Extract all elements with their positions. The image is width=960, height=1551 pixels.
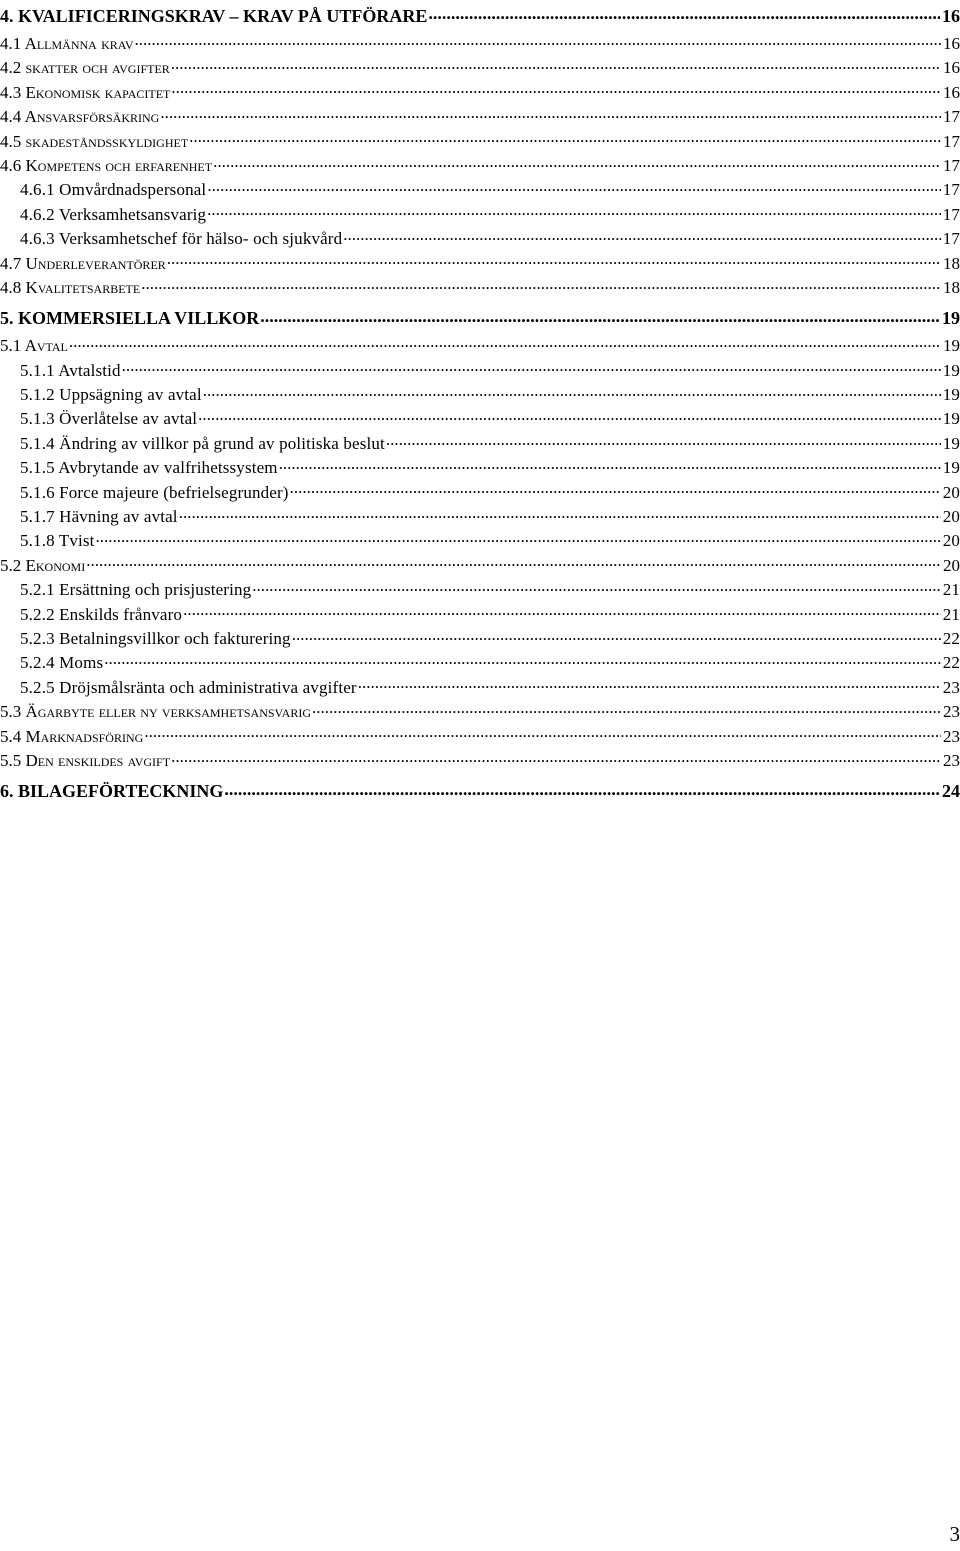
toc-page-number: 20 [941, 481, 960, 505]
toc-leader-dots [260, 306, 940, 324]
toc-entry-title: vtal [36, 336, 68, 356]
toc-entry[interactable] [0, 105, 960, 129]
toc-leader-dots [171, 749, 941, 766]
toc-entry-initial: M [25, 726, 41, 746]
toc-entry-number: 5.2 [0, 555, 22, 575]
toc-entry-label: 5.2.2 Enskilds frånvaro [20, 603, 183, 627]
toc-entry[interactable] [0, 529, 960, 553]
toc-leader-dots [144, 725, 941, 742]
toc-page-number: 19 [941, 359, 960, 383]
toc-entry-label: 5.2.4 Moms [20, 651, 104, 675]
toc-page-number: 17 [941, 227, 960, 251]
toc-entry-title: garbyte eller ny verksamhetsansvarig [37, 702, 311, 722]
toc-entry-label: 4.6.2 Verksamhetsansvarig [20, 203, 207, 227]
toc-page-number: 22 [941, 651, 960, 675]
toc-entry-label: 5.2.5 Dröjsmålsränta och administrativa avgifter [20, 676, 358, 700]
toc-entry[interactable] [0, 651, 960, 675]
toc-page-number: 16 [941, 56, 960, 80]
toc-entry-number: 4.1 [0, 34, 22, 53]
toc-entry-initial: K [25, 155, 38, 175]
toc-page-number: 16 [941, 81, 960, 105]
toc-leader-dots [167, 252, 941, 269]
toc-leader-dots [358, 676, 941, 693]
toc-page-number: 22 [941, 627, 960, 651]
table-of-contents [0, 4, 960, 807]
toc-entry-label [0, 725, 144, 749]
toc-entry-label: 4.6.3 Verksamhetschef för hälso- och sjukvård [20, 227, 343, 251]
toc-leader-dots [198, 407, 941, 424]
toc-entry-number: 4.5 [0, 131, 22, 151]
toc-page-number: 17 [941, 154, 960, 178]
toc-page-number: 19 [941, 383, 960, 407]
toc-entry[interactable] [0, 56, 960, 80]
page-number: 3 [949, 1522, 960, 1546]
toc-page-number: 17 [941, 178, 960, 202]
toc-entry[interactable] [0, 178, 960, 202]
toc-entry-initial: A [24, 107, 37, 127]
toc-entry-label: 5. KOMMERSIELLA VILLKOR [0, 308, 260, 329]
toc-entry-label: 4. KVALIFICERINGSKRAV – KRAV PÅ UTFÖRARE [0, 6, 428, 26]
toc-entry[interactable] [0, 276, 960, 300]
toc-leader-dots [183, 603, 941, 620]
toc-entry-number: 4.2 [0, 58, 22, 78]
toc-entry-label [0, 56, 171, 80]
toc-leader-dots [179, 505, 941, 522]
toc-entry[interactable] [0, 603, 960, 627]
toc-entry-title: nderleverantörer [37, 253, 166, 273]
toc-entry-number: 4.6 [0, 155, 22, 175]
toc-entry[interactable] [0, 749, 960, 773]
toc-entry-label [0, 749, 171, 773]
toc-entry-number: 5.4 [0, 726, 22, 746]
toc-entry-title: skatter och avgifter [25, 58, 170, 78]
toc-entry[interactable] [0, 676, 960, 700]
toc-entry-label [0, 32, 135, 56]
toc-entry-label [0, 105, 160, 129]
toc-page-number: 17 [941, 203, 960, 227]
toc-page-number: 24 [942, 781, 960, 802]
toc-entry-label [0, 130, 189, 154]
toc-entry-label: 6. BILAGEFÖRTECKNING [0, 781, 224, 802]
toc-entry-label [0, 154, 213, 178]
toc-entry[interactable] [0, 779, 960, 803]
toc-page-number: 18 [941, 252, 960, 276]
toc-entry-initial: U [25, 253, 38, 273]
toc-entry-title: skadeståndsskyldighet [25, 131, 189, 151]
toc-entry-title: valitetsarbete [37, 277, 141, 297]
toc-page-number: 21 [941, 603, 960, 627]
toc-leader-dots [86, 554, 941, 571]
toc-page-number: 23 [941, 700, 960, 724]
toc-entry-title: nsvarsförsäkring [36, 107, 160, 127]
toc-entry-initial: D [25, 750, 38, 770]
toc-page-number: 16 [941, 32, 960, 56]
toc-leader-dots [279, 456, 941, 473]
toc-entry-initial: Ä [25, 702, 38, 722]
toc-entry-title: en enskildes avgift [37, 750, 171, 770]
toc-entry-number: 4.7 [0, 253, 22, 273]
toc-entry[interactable] [0, 432, 960, 456]
toc-page-number: 23 [941, 676, 960, 700]
toc-entry[interactable] [0, 627, 960, 651]
toc-leader-dots [386, 432, 941, 449]
toc-entry-label: 5.1.7 Hävning av avtal [20, 505, 179, 529]
toc-entry[interactable] [0, 456, 960, 480]
toc-leader-dots [224, 779, 940, 797]
toc-entry[interactable] [0, 32, 960, 56]
toc-leader-dots [96, 529, 941, 546]
toc-leader-dots [290, 481, 941, 498]
toc-entry-title: ompetens och erfarenhet [37, 155, 213, 175]
toc-entry-label [0, 252, 167, 276]
toc-entry[interactable] [0, 154, 960, 178]
toc-entry-initial: A [24, 336, 37, 356]
toc-entry[interactable] [0, 505, 960, 529]
toc-entry-initial: E [25, 82, 36, 102]
toc-entry-number: 4.8 [0, 277, 22, 297]
toc-entry-label: 5.1.8 Tvist [20, 529, 96, 553]
toc-entry[interactable] [0, 359, 960, 383]
toc-entry[interactable] [0, 700, 960, 724]
toc-entry-title: konomi [35, 555, 86, 575]
toc-page-number: 17 [941, 130, 960, 154]
toc-entry-label: 5.2.1 Ersättning och prisjustering [20, 578, 252, 602]
toc-entry[interactable] [0, 481, 960, 505]
toc-page-number: 18 [941, 276, 960, 300]
toc-entry-number: 5.1 [0, 336, 22, 356]
toc-page-number: 20 [941, 505, 960, 529]
toc-leader-dots [428, 4, 940, 22]
toc-entry[interactable] [0, 334, 960, 358]
toc-leader-dots [69, 334, 941, 351]
toc-page-number: 16 [942, 6, 960, 26]
toc-leader-dots [343, 227, 940, 244]
toc-leader-dots [207, 203, 941, 220]
toc-entry[interactable] [0, 306, 960, 330]
toc-entry-label: 5.1.6 Force majeure (befrielsegrunder) [20, 481, 290, 505]
toc-entry-label [0, 554, 86, 578]
toc-entry-label: 4.6.1 Omvårdnadspersonal [20, 178, 207, 202]
toc-entry-initial: A [24, 34, 37, 53]
toc-entry[interactable] [0, 383, 960, 407]
toc-entry[interactable] [0, 203, 960, 227]
toc-entry-title: konomisk kapacitet [35, 82, 171, 102]
toc-entry[interactable] [0, 227, 960, 251]
toc-leader-dots [171, 81, 941, 98]
toc-leader-dots [141, 276, 941, 293]
toc-entry-label [0, 276, 141, 300]
toc-leader-dots [189, 130, 941, 147]
toc-leader-dots [122, 359, 941, 376]
toc-entry[interactable] [0, 554, 960, 578]
toc-entry-label [0, 334, 69, 358]
toc-leader-dots [135, 32, 941, 49]
toc-entry[interactable] [0, 252, 960, 276]
toc-page-number: 19 [941, 334, 960, 358]
toc-entry-title: llmänna krav [36, 34, 134, 53]
toc-page-number: 20 [941, 554, 960, 578]
toc-leader-dots [160, 105, 941, 122]
toc-page-number: 19 [941, 456, 960, 480]
toc-entry-label [0, 700, 312, 724]
toc-page-number: 19 [941, 407, 960, 431]
toc-page-number: 20 [941, 529, 960, 553]
toc-entry-label: 5.1.4 Ändring av villkor på grund av politiska beslut [20, 432, 386, 456]
toc-entry-label: 5.2.3 Betalningsvillkor och fakturering [20, 627, 292, 651]
toc-entry[interactable] [0, 407, 960, 431]
toc-entry-initial: K [25, 277, 38, 297]
toc-leader-dots [292, 627, 941, 644]
toc-entry[interactable] [0, 130, 960, 154]
toc-entry-number: 4.3 [0, 82, 22, 102]
toc-leader-dots [312, 700, 941, 717]
toc-page-number: 17 [941, 105, 960, 129]
toc-entry-label [0, 81, 171, 105]
toc-leader-dots [207, 178, 940, 195]
toc-entry-label: 5.1.1 Avtalstid [20, 359, 122, 383]
toc-entry[interactable] [0, 725, 960, 749]
toc-entry-number: 5.5 [0, 750, 22, 770]
toc-entry-title: arknadsföring [40, 726, 144, 746]
toc-entry-label: 5.1.5 Avbrytande av valfrihetssystem [20, 456, 279, 480]
toc-leader-dots [252, 578, 940, 595]
toc-entry-number: 4.4 [0, 107, 22, 127]
toc-leader-dots [104, 651, 940, 668]
toc-entry-label: 5.1.2 Uppsägning av avtal [20, 383, 203, 407]
toc-leader-dots [203, 383, 941, 400]
toc-page-number: 23 [941, 725, 960, 749]
toc-entry-number: 5.3 [0, 702, 22, 722]
toc-entry[interactable] [0, 578, 960, 602]
toc-leader-dots [171, 56, 941, 73]
toc-page-number: 19 [942, 308, 960, 329]
toc-leader-dots [213, 154, 941, 171]
toc-entry[interactable] [0, 4, 960, 28]
toc-entry-initial: E [25, 555, 36, 575]
toc-page-number: 21 [941, 578, 960, 602]
toc-page-number: 19 [941, 432, 960, 456]
toc-page-number: 23 [941, 749, 960, 773]
toc-entry-label: 5.1.3 Överlåtelse av avtal [20, 407, 198, 431]
toc-entry[interactable] [0, 81, 960, 105]
